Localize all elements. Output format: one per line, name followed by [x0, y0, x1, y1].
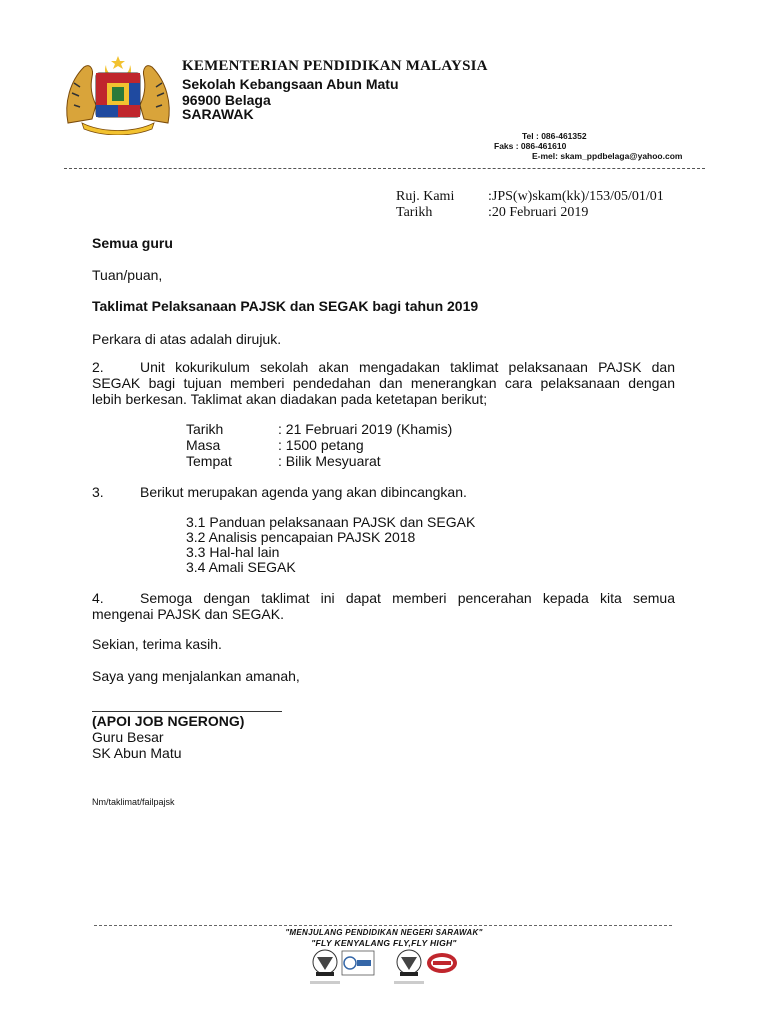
school-state: SARAWAK	[182, 106, 254, 122]
sirim-certification-logo	[310, 948, 340, 978]
signatory-title: Guru Besar	[92, 729, 164, 745]
reference-label: Ruj. Kami	[396, 189, 455, 204]
signature-line	[92, 711, 282, 712]
detail-value-time: : 1500 petang	[278, 437, 364, 453]
agenda-item: 3.1 Panduan pelaksanaan PAJSK dan SEGAK	[186, 514, 476, 530]
agenda-item: 3.3 Hal-hal lain	[186, 544, 280, 560]
footer-motto-2: "FLY KENYALANG FLY,FLY HIGH"	[311, 938, 457, 948]
sirim-quality-logo	[394, 948, 424, 978]
paragraph-2-line-2: SEGAK bagi tujuan memberi pendedahan dan menerangkan cara pelaksanaan dengan	[92, 375, 675, 391]
fax-number: Faks : 086-461610	[494, 141, 567, 151]
email-address: E-mel: skam_ppdbelaga@yahoo.com	[532, 151, 683, 161]
signatory-school: SK Abun Matu	[92, 745, 182, 761]
letter-date: :20 Februari 2019	[488, 205, 589, 220]
file-reference: Nm/taklimat/failpajsk	[92, 797, 175, 807]
paragraph-2-number: 2.	[92, 359, 104, 375]
school-name: Sekolah Kebangsaan Abun Matu	[182, 76, 399, 92]
paragraph-2-line-1: Unit kokurikulum sekolah akan mengadakan taklimat pelaksanaan PAJSK dan	[140, 359, 675, 375]
school-postcode-town: 96900 Belaga	[182, 92, 271, 108]
ministry-name: KEMENTERIAN PENDIDIKAN MALAYSIA	[182, 58, 488, 74]
iqnet-certification-logo	[341, 950, 375, 976]
sirim-quality-logo-caption	[394, 981, 424, 984]
sirim-logo-caption	[310, 981, 340, 984]
agenda-item: 3.2 Analisis pencapaian PAJSK 2018	[186, 529, 416, 545]
detail-label-venue: Tempat	[186, 453, 232, 469]
closing-statement: Saya yang menjalankan amanah,	[92, 668, 300, 684]
letter-subject: Taklimat Pelaksanaan PAJSK dan SEGAK bagi tahun 2019	[92, 298, 479, 314]
paragraph-3-number: 3.	[92, 484, 104, 500]
footer-divider	[94, 925, 672, 926]
salutation: Tuan/puan,	[92, 267, 163, 283]
detail-value-venue: : Bilik Mesyuarat	[278, 453, 381, 469]
standards-malaysia-logo	[425, 951, 459, 975]
closing-remark: Sekian, terima kasih.	[92, 636, 222, 652]
malaysia-coat-of-arms-logo	[62, 53, 174, 135]
recipient: Semua guru	[92, 235, 173, 251]
detail-value-date: : 21 Februari 2019 (Khamis)	[278, 421, 453, 437]
footer-motto-1: "MENJULANG PENDIDIKAN NEGERI SARAWAK"	[285, 928, 483, 937]
paragraph-2-line-3: lebih berkesan. Taklimat akan diadakan pada ketetapan berikut;	[92, 391, 488, 407]
paragraph-4-line-2: mengenai PAJSK dan SEGAK.	[92, 606, 284, 622]
paragraph-4-number: 4.	[92, 590, 104, 606]
reference-number: :JPS(w)skam(kk)/153/05/01/01	[488, 189, 664, 204]
paragraph-1: Perkara di atas adalah dirujuk.	[92, 331, 282, 347]
signatory-name: (APOI JOB NGERONG)	[92, 713, 245, 729]
detail-label-date: Tarikh	[186, 421, 224, 437]
paragraph-4-line-1: Semoga dengan taklimat ini dapat memberi pencerahan kepada kita semua	[140, 590, 675, 606]
header-divider	[64, 168, 705, 169]
date-label: Tarikh	[396, 205, 433, 220]
telephone-number: Tel : 086-461352	[522, 131, 587, 141]
detail-label-time: Masa	[186, 437, 221, 453]
paragraph-3: Berikut merupakan agenda yang akan dibincangkan.	[140, 484, 467, 500]
agenda-item: 3.4 Amali SEGAK	[186, 559, 296, 575]
